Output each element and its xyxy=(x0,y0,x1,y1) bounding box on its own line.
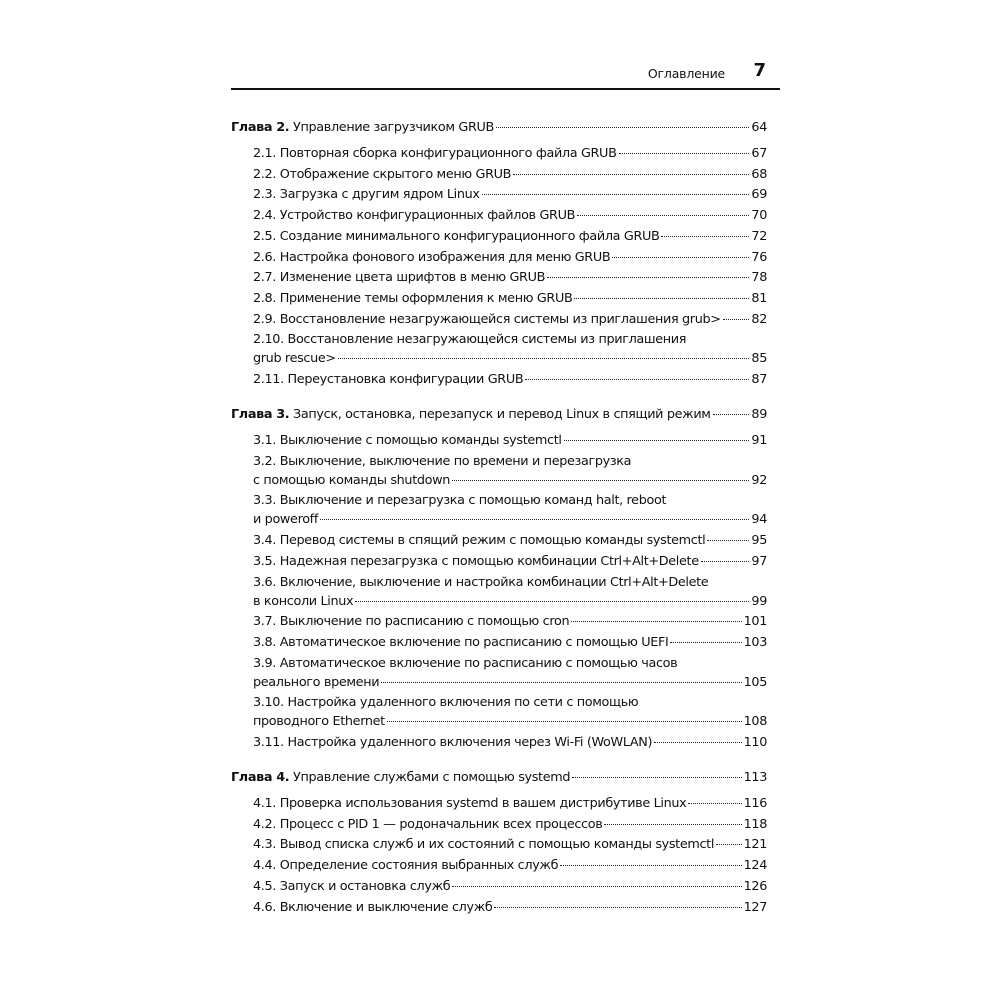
dot-leader xyxy=(713,414,750,415)
page-ref: 121 xyxy=(743,837,767,853)
dot-leader xyxy=(619,153,750,154)
section-title: 2.3. Загрузка с другим ядром Linux xyxy=(253,187,480,203)
page-ref: 101 xyxy=(743,614,767,630)
section-title: 2.1. Повторная сборка конфигурационного файла GRUB xyxy=(253,146,617,161)
running-header-title: Оглавление xyxy=(647,66,725,81)
section-title: 4.4. Определение состояния выбранных служб xyxy=(253,858,559,874)
header-rule xyxy=(231,88,780,90)
section-title-line: 3.10. Настройка удаленного включения по сети с помощью xyxy=(253,695,639,711)
section-entry[interactable] xyxy=(253,250,767,266)
section-title: 2.4. Устройство конфигурационных файлов GRUB xyxy=(253,208,576,224)
dot-leader xyxy=(571,621,741,622)
page-ref: 89 xyxy=(751,407,767,422)
section-entry[interactable] xyxy=(253,312,767,328)
section-entry[interactable] xyxy=(253,229,767,245)
page-ref: 72 xyxy=(751,228,767,244)
page-ref: 94 xyxy=(751,512,767,528)
dot-leader xyxy=(654,742,741,743)
page-ref: 95 xyxy=(751,533,767,549)
dot-leader xyxy=(525,379,749,380)
section-title: 3.7. Выключение по расписанию с помощью cron xyxy=(253,614,570,630)
section-entry[interactable] xyxy=(253,817,767,833)
dot-leader xyxy=(577,215,749,216)
chapter-label: Глава 2. xyxy=(231,120,290,135)
section-title: реального времени xyxy=(253,674,380,690)
section-entry[interactable] xyxy=(253,270,767,286)
page-ref: 118 xyxy=(743,816,767,832)
page-ref: 76 xyxy=(751,249,767,265)
section-entry[interactable] xyxy=(253,187,767,203)
section-entry[interactable] xyxy=(253,473,767,489)
page-ref: 124 xyxy=(743,858,767,874)
dot-leader xyxy=(612,257,749,258)
section-title: 4.2. Процесс с PID 1 — родоначальник всех процессов xyxy=(253,816,603,832)
dot-leader xyxy=(355,601,749,602)
page-ref: 116 xyxy=(743,796,767,811)
page-ref: 64 xyxy=(751,120,767,135)
dot-leader xyxy=(564,440,750,441)
chapter-entry[interactable] xyxy=(231,407,767,423)
section-entry[interactable] xyxy=(253,635,767,651)
page-ref: 103 xyxy=(743,634,767,650)
page-ref: 113 xyxy=(743,770,767,785)
dot-leader xyxy=(494,907,741,908)
section-title: 3.5. Надежная перезагрузка с помощью комбинации Ctrl+Alt+Delete xyxy=(253,553,699,569)
dot-leader xyxy=(482,194,750,195)
chapter-name: Управление загрузчиком GRUB xyxy=(293,120,494,135)
dot-leader xyxy=(320,519,749,520)
dot-leader xyxy=(701,561,750,562)
section-entry[interactable] xyxy=(253,512,767,528)
dot-leader xyxy=(547,277,749,278)
page-ref: 78 xyxy=(751,270,767,286)
section-title: 4.1. Проверка использования systemd в вашем дистрибутиве Linux xyxy=(253,796,687,811)
page-ref: 87 xyxy=(751,372,767,387)
chapter-name: Запуск, остановка, перезапуск и перевод Linux в спящий режим xyxy=(293,407,711,422)
page-ref: 81 xyxy=(751,290,767,306)
section-title-line: 3.9. Автоматическое включение по расписанию с помощью часов xyxy=(253,655,678,671)
section-entry[interactable] xyxy=(253,858,767,874)
page-ref: 92 xyxy=(751,472,767,488)
page-ref: 67 xyxy=(751,146,767,161)
section-title: 2.7. Изменение цвета шрифтов в меню GRUB xyxy=(253,270,546,286)
dot-leader xyxy=(723,319,750,320)
page-ref: 70 xyxy=(751,208,767,224)
section-title: 3.4. Перевод системы в спящий режим с помощью команды systemctl xyxy=(253,533,706,549)
page-ref: 105 xyxy=(743,674,767,690)
page-number: 7 xyxy=(753,60,766,81)
dot-leader xyxy=(338,358,750,359)
section-entry[interactable] xyxy=(253,291,767,307)
chapter-title xyxy=(231,120,494,136)
section-entry[interactable] xyxy=(253,879,767,895)
section-title: 3.11. Настройка удаленного включения через Wi-Fi (WoWLAN) xyxy=(253,735,653,750)
section-title: 2.5. Создание минимального конфигурационного файла GRUB xyxy=(253,228,660,244)
section-title: в консоли Linux xyxy=(253,593,354,609)
section-entry[interactable] xyxy=(253,167,767,183)
page-ref: 99 xyxy=(751,593,767,609)
section-title-line: 3.6. Включение, выключение и настройка комбинации Ctrl+Alt+Delete xyxy=(253,574,709,590)
section-title: 2.9. Восстановление незагружающейся системы из приглашения grub> xyxy=(253,311,721,327)
section-title-line: 3.2. Выключение, выключение по времени и перезагрузка xyxy=(253,453,632,469)
section-title-line: 2.10. Восстановление незагружающейся системы из приглашения xyxy=(253,332,687,348)
section-entry[interactable] xyxy=(253,900,767,916)
chapter-entry[interactable] xyxy=(231,770,767,786)
section-entry[interactable] xyxy=(253,594,767,610)
section-entry[interactable] xyxy=(253,614,767,630)
page-ref: 68 xyxy=(751,166,767,182)
section-title: проводного Ethernet xyxy=(253,714,385,730)
section-entry[interactable] xyxy=(253,796,767,812)
dot-leader xyxy=(381,682,741,683)
section-entry[interactable] xyxy=(253,146,767,162)
dot-leader xyxy=(707,540,749,541)
section-title: 2.11. Переустановка конфигурации GRUB xyxy=(253,372,524,387)
section-entry[interactable] xyxy=(253,372,767,388)
section-title: 4.5. Запуск и остановка служб xyxy=(253,878,451,894)
section-title: 3.8. Автоматическое включение по расписанию с помощью UEFI xyxy=(253,634,669,650)
page-ref: 91 xyxy=(751,433,767,448)
dot-leader xyxy=(452,480,749,481)
dot-leader xyxy=(670,642,741,643)
dot-leader xyxy=(560,865,741,866)
page-ref: 85 xyxy=(751,351,767,367)
dot-leader xyxy=(387,721,742,722)
dot-leader xyxy=(661,236,749,237)
section-entry[interactable] xyxy=(253,533,767,549)
page-ref: 126 xyxy=(743,878,767,894)
section-entry[interactable] xyxy=(253,675,767,691)
section-title: grub rescue> xyxy=(253,351,336,367)
section-entry[interactable] xyxy=(253,714,767,730)
running-header xyxy=(231,60,780,88)
page-ref: 108 xyxy=(743,714,767,730)
page-ref: 110 xyxy=(743,735,767,750)
section-title: 4.3. Вывод списка служб и их состояний с помощью команды systemctl xyxy=(253,837,715,853)
chapter-name: Управление службами с помощью systemd xyxy=(293,770,571,785)
section-title: 2.8. Применение темы оформления к меню GRUB xyxy=(253,290,573,306)
page-ref: 97 xyxy=(751,553,767,569)
page-ref: 82 xyxy=(751,311,767,327)
section-entry[interactable] xyxy=(253,208,767,224)
page-ref: 127 xyxy=(743,899,767,915)
section-entry[interactable] xyxy=(253,735,767,751)
section-title: 4.6. Включение и выключение служб xyxy=(253,899,493,915)
dot-leader xyxy=(513,174,749,175)
chapter-title xyxy=(231,407,711,423)
chapter-title xyxy=(231,770,570,786)
section-entry[interactable] xyxy=(253,837,767,853)
dot-leader xyxy=(604,824,741,825)
dot-leader xyxy=(716,844,742,845)
section-entry[interactable] xyxy=(253,554,767,570)
section-title-line: 3.3. Выключение и перезагрузка с помощью команд halt, reboot xyxy=(253,493,667,509)
dot-leader xyxy=(572,777,741,778)
page-ref: 69 xyxy=(751,187,767,203)
section-entry[interactable] xyxy=(253,351,767,367)
section-title: 2.6. Настройка фонового изображения для меню GRUB xyxy=(253,249,611,265)
section-entry[interactable] xyxy=(253,433,767,449)
dot-leader xyxy=(452,886,741,887)
section-title: 3.1. Выключение с помощью команды systemctl xyxy=(253,433,562,448)
dot-leader xyxy=(688,803,741,804)
section-title: с помощью команды shutdown xyxy=(253,472,450,488)
chapter-label: Глава 3. xyxy=(231,407,290,422)
section-title: и poweroff xyxy=(253,512,318,528)
chapter-entry[interactable] xyxy=(231,120,767,136)
chapter-label: Глава 4. xyxy=(231,770,290,785)
dot-leader xyxy=(574,298,749,299)
section-title: 2.2. Отображение скрытого меню GRUB xyxy=(253,166,512,182)
dot-leader xyxy=(496,127,749,128)
